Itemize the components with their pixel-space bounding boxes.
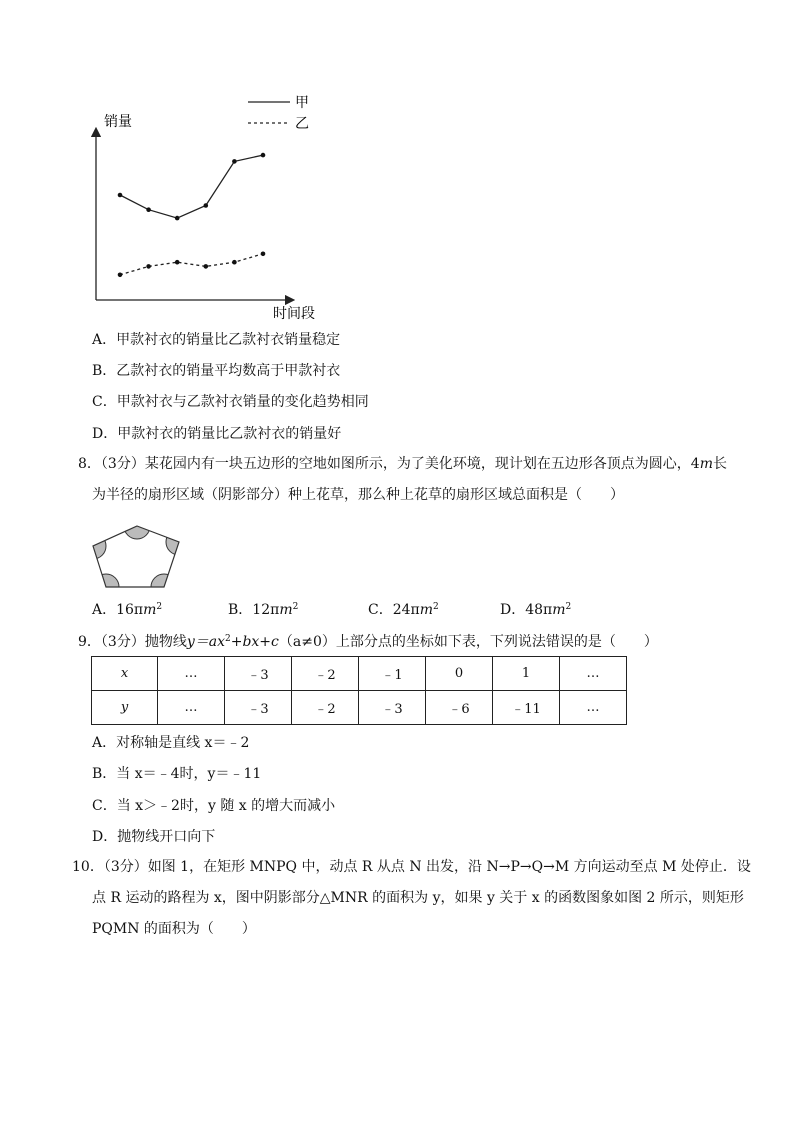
y-axis-label: 销量 [104, 114, 132, 130]
data-point [261, 153, 266, 158]
table-cell: 1 [493, 657, 560, 691]
table-cell: … [560, 657, 627, 691]
table-cell: 0 [426, 657, 493, 691]
data-point [146, 207, 151, 212]
table-cell: … [158, 657, 225, 691]
table-cell: ﹣3 [225, 691, 292, 725]
q7-option-b: B．乙款衬衣的销量平均数高于甲款衬衣 [92, 363, 341, 379]
q10-stem-line2: 点 R 运动的路程为 x，图中阴影部分△MNR 的面积为 y，如果 y 关于 x 的函数图象如图 2 所示，则矩形 [92, 890, 744, 906]
sales-line-chart [90, 90, 340, 325]
table-cell: ﹣3 [225, 657, 292, 691]
series-line-yi [120, 254, 263, 275]
q7-option-c: C．甲款衬衣与乙款衬衣销量的变化趋势相同 [92, 394, 369, 410]
sector-right [166, 529, 184, 555]
q8-option-b: B．$12\pi m^2$ [228, 602, 299, 618]
data-point [232, 260, 237, 265]
table-cell: ﹣2 [292, 657, 359, 691]
table-cell: ﹣6 [426, 691, 493, 725]
q9-option-a: A．对称轴是直线 x＝﹣2 [92, 735, 250, 751]
q8-option-d: D．$48\pi m^2$ [500, 602, 572, 618]
table-cell: ﹣11 [493, 691, 560, 725]
table-cell: ﹣1 [359, 657, 426, 691]
legend-label-jia: 甲 [295, 95, 309, 111]
q8-stem-line1: 8．（3分）某花园内有一块五边形的空地如图所示，为了美化环境，现计划在五边形各顶点为圆心，4m长 [78, 456, 728, 472]
legend-label-yi: 乙 [295, 116, 309, 132]
table-cell: x [92, 657, 158, 691]
pentagon-figure [88, 520, 184, 590]
table-cell: ﹣2 [292, 691, 359, 725]
q9-option-d: D．抛物线开口向下 [92, 829, 216, 845]
data-point [232, 159, 237, 164]
table-row-y [92, 691, 627, 725]
data-point [175, 216, 180, 221]
q10-stem-line1: 10．（3分）如图 1，在矩形 MNPQ 中，动点 R 从点 N 出发，沿 N→P→Q→M 方向运动至点 M 处停止．设 [72, 859, 751, 875]
q7-option-a: A．甲款衬衣的销量比乙款衬衣销量稳定 [92, 332, 341, 348]
data-point [204, 264, 209, 269]
sector-left [88, 533, 106, 559]
table-cell: ﹣3 [359, 691, 426, 725]
data-point [204, 203, 209, 208]
q9-option-c: C．当 x＞﹣2时，y 随 x 的增大而减小 [92, 798, 336, 814]
series-line-jia [120, 155, 263, 218]
table-row-x [92, 657, 627, 691]
table-cell: y [92, 691, 158, 725]
q9-stem: 9．（3分）抛物线$y=ax^2+bx+c(a\ne 0)$上部分点的坐标如下表，下列说法错误的是（ ） [78, 634, 658, 650]
data-point [261, 252, 266, 257]
series-layer [118, 153, 266, 277]
data-point [175, 260, 180, 265]
q7-option-d: D．甲款衬衣的销量比乙款衬衣的销量好 [92, 426, 342, 442]
table-cell: … [158, 691, 225, 725]
x-axis-label: 时间段 [273, 306, 315, 322]
q8-stem-line2: 为半径的扇形区域（阴影部分）种上花草，那么种上花草的扇形区域总面积是（ ） [92, 487, 624, 503]
q8-option-a: A．$16\pi m^2$ [92, 602, 163, 618]
data-point [118, 193, 123, 198]
xy-value-table [91, 656, 627, 725]
data-point [146, 264, 151, 269]
q10-stem-line3: PQMN 的面积为（ ） [92, 921, 256, 937]
q9-option-b: B．当 x＝﹣4时，y＝﹣11 [92, 766, 262, 782]
data-point [118, 273, 123, 278]
q8-option-c: C．$24\pi m^2$ [368, 602, 439, 618]
table-cell: … [560, 691, 627, 725]
